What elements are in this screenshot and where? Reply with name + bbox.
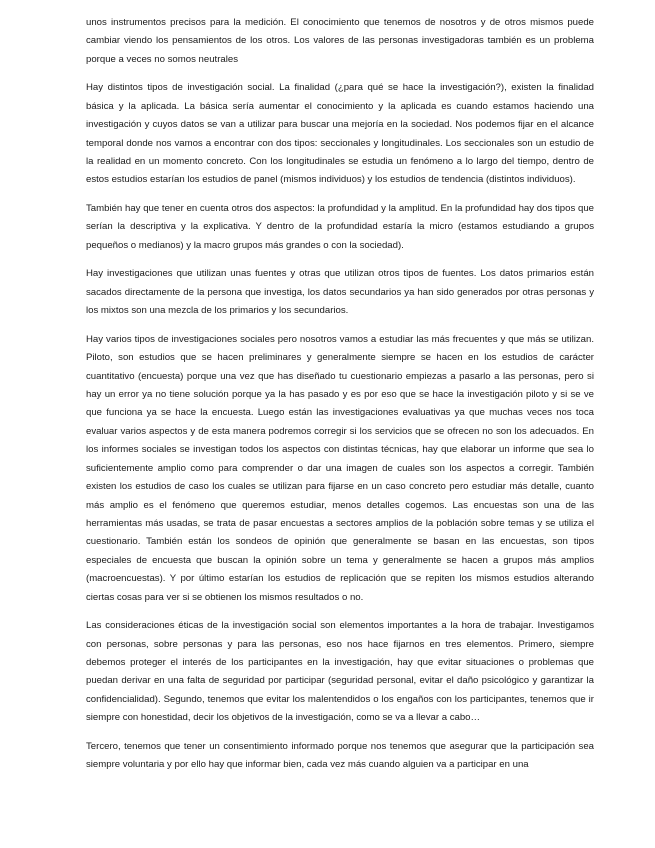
paragraph-1: unos instrumentos precisos para la medición. El conocimiento que tenemos de nosotros y de otros mismos puede cambiar viendo los pensamientos de los otros. Los valores de las personas investigadoras también es un problema porque a veces no somos neutrales: [86, 17, 594, 65]
paragraph-2: Hay distintos tipos de investigación social. La finalidad (¿para qué se hace la investigación?), existen la finalidad básica y la aplicada. La básica sería aumentar el conocimiento y la aplicada es cuando estamos haciendo una investigación y cuyos datos se van a utilizar para buscar una mejoría en la sociedad. Nos podemos fijar en el alcance temporal donde nos vamos a encontrar con dos tipos: seccionales y longitudinales. Los seccionales son un estudio de la realidad en un momento concreto. Con los longitudinales se estudia un fenómeno a lo largo del tiempo, dentro de estos estudios estarían los estudios de panel (mismos individuos) y los estudios de tendencia (distintos individuos).: [86, 82, 594, 186]
paragraph-5: Hay varios tipos de investigaciones sociales pero nosotros vamos a estudiar las más frecuentes y que más se utilizan. Piloto, son estudios que se hacen preliminares y generalmente siempre se hacen en los estudios de carácter cuantitativo (encuesta) porque una vez que has diseñado tu cuestionario empiezas a pasarlo a las personas, pero si hay un error ya no tiene solución porque ya la has pasado y es por eso que se hace la investigación piloto y si se ve que funciona ya se hace la encuesta. Luego están las investigaciones evaluativas ya que muchas veces nos toca evaluar varios aspectos y de esta manera podremos corregir si los servicios que se ofrecen no son los adecuados. En los informes sociales se investigan todos los aspectos con distintas técnicas, hay que elaborar un informe que sea lo suficientemente amplio como para comprender o dar una imagen de cuales son los aspectos a corregir. También existen los estudios de caso los cuales se utilizan para fijarse en un caso concreto pero estudiar más detalle, cuanto más amplio es el fenómeno que queremos estudiar, menos detalles cogemos. Las encuestas son una de las herramientas más usadas, se trata de pasar encuestas a sectores amplios de la población sobre temas y se utiliza el cuestionario. También están los sondeos de opinión que generalmente se basan en las encuestas, son tipos especiales de encuesta que buscan la opinión sobre un tema y generalmente se hacen a grupos más amplios (macroencuestas). Y por último estarían los estudios de replicación que se repiten los mismos estudios alterando ciertas cosas para ver si se obtienen los mismos resultados o no.: [86, 333, 594, 603]
paragraph-7: Tercero, tenemos que tener un consentimiento informado porque nos tenemos que asegurar que la participación sea siempre voluntaria y por ello hay que informar bien, cada vez más cuando alguien va a participar en una: [86, 740, 594, 771]
paragraph-3: También hay que tener en cuenta otros dos aspectos: la profundidad y la amplitud. En la profundidad hay dos tipos que serían la descriptiva y la explicativa. Y dentro de la profundidad estaría la micro (estamos estudiando a grupos pequeños o medianos) y la macro grupos más grandes o con la sociedad).: [86, 203, 594, 251]
paragraph-4: Hay investigaciones que utilizan unas fuentes y otras que utilizan otros tipos de fuentes. Los datos primarios están sacados directamente de la persona que investiga, los datos secundarios ya han sido generados por otras personas y los mixtos son una mezcla de los primarios y los secundarios.: [86, 268, 594, 317]
paragraph-6: Las consideraciones éticas de la investigación social son elementos importantes a la hora de trabajar. Investigamos con personas, sobre personas y para las personas, eso nos hace fijarnos en tres elementos. Primero, siempre debemos proteger el interés de los participantes en la investigación, hay que evitar situaciones o problemas que puedan derivar en una falta de seguridad por participar (seguridad personal, evitar el daño psicológico y garantizar la confidencialidad). Segundo, tenemos que evitar los malentendidos o los engaños con los participantes, tenemos que ir siempre con honestidad, decir los objetivos de la investigación, como se va a llevar a cabo…: [86, 620, 594, 724]
document-body: [86, 14, 594, 785]
